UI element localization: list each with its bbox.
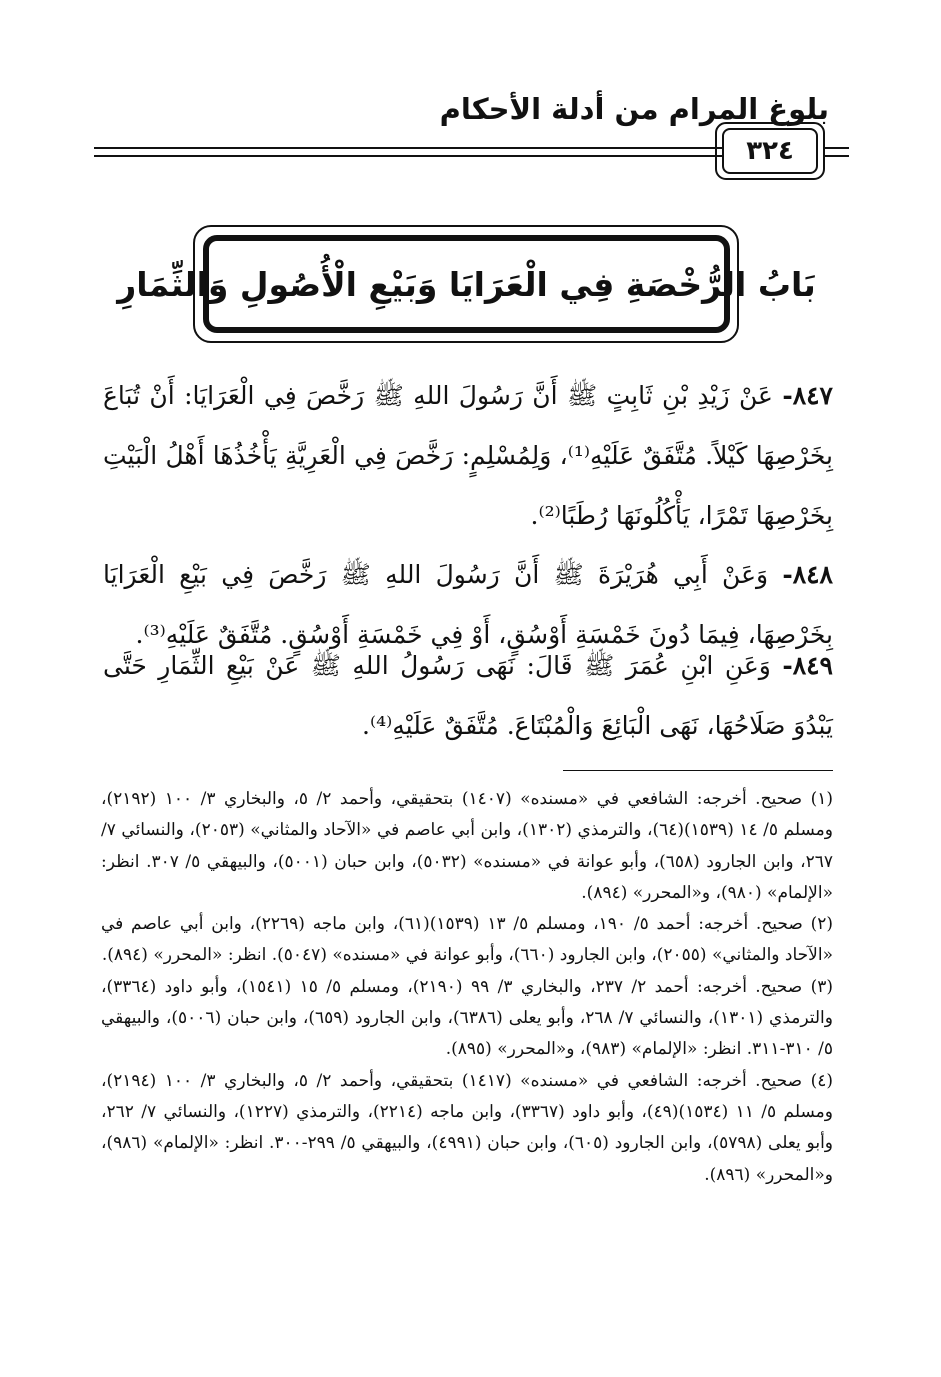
footnote-3: (٣) صحيح. أخرجه: أحمد ٢/ ٢٣٧، والبخاري ٣/ ٩٩ (٢١٩٠)، ومسلم ٥/ ١٥ (١٥٤١)، وأبو داود (٣٣٦٤)، والترمذي (١٣٠١)، والنسائي ٧/ ٢٦٨، وأبو يعلى (٦٣٨٦)، وابن الجارود (٦٥٩)، وابن حبان (٥٠٠٦)، والبيهقي ٥/ ٣١٠-٣١١. انظر: «الإلمام» (٩٨٣)، و«المحرر» (٨٩٥).	[101, 976, 834, 1060]
hadith-849	[103, 636, 833, 756]
footnote-separator	[563, 770, 833, 771]
header-rule-right-upper	[824, 147, 849, 149]
footnote-4: (٤) صحيح. أخرجه: الشافعي في «مسنده» (١٤١٧) بتحقيقي، وأحمد ٢/ ٥، والبخاري ٣/ ١٠٠ (٢١٩٤)، ومسلم ٥/ ١١ (١٥٣٤)(٤٩)، وأبو داود (٣٣٦٧)، وابن ماجه (٢٢١٤)، والترمذي (١٢٢٧)، والنسائي ٧/ ٢٦٢، وأبو يعلى (٥٧٩٨)، وابن الجارود (٦٠٥)، وابن حبان (٤٩٩١)، والبيهقي ٥/ ٢٩٩-٣٠٠. انظر: «الإلمام» (٩٨٦)، و«المحرر» (٨٩٦).	[101, 1070, 834, 1185]
footnote-1: (١) صحيح. أخرجه: الشافعي في «مسنده» (١٤٠٧) بتحقيقي، وأحمد ٢/ ٥، والبخاري ٣/ ١٠٠ (٢١٩٢)، ومسلم ٥/ ١٤ (١٥٣٩)(٦٤)، والترمذي (١٣٠٢)، وابن أبي عاصم في «الآحاد والمثاني» (٢٠٥٣)، والنسائي ٧/ ٢٦٧، وابن الجارود (٦٥٨)، وأبو عوانة في «مسنده» (٥٠٣٢)، وابن حبان (٥٠٠١)، والبيهقي ٥/ ٣٠٧. انظر: «الإلمام» (٩٨٠)، و«المحرر» (٨٩٤).	[101, 789, 834, 903]
hadith-847	[103, 366, 833, 546]
header-rule-left-lower	[94, 155, 722, 157]
hadith-text: وَعَنْ أَبِي هُرَيْرَةَ ﷺ أَنَّ رَسُولَ اللهِ ﷺ رَخَّصَ فِي بَيْعِ الْعَرَايَا بِخَرْصِهَا، فِيمَا دُونَ خَمْسَةِ أَوْسُقٍ، أَوْ فِي خَمْسَةِ أَوْسُقٍ. مُتَّفَقٌ عَلَيْهِ⁽³⁾.	[103, 560, 833, 649]
footnotes	[101, 784, 833, 1191]
page-number: ٣٢٤	[722, 128, 818, 174]
hadith-text: عَنْ زَيْدِ بْنِ ثَابِتٍ ﷺ أَنَّ رَسُولَ اللهِ ﷺ رَخَّصَ فِي الْعَرَايَا: أَنْ تُبَاعَ بِخَرْصِهَا كَيْلاً. مُتَّفَقٌ عَلَيْهِ⁽¹⁾، وَلِمُسْلِمٍ: رَخَّصَ فِي الْعَرِيَّةِ يَأْخُذُهَا أَهْلُ الْبَيْتِ بِخَرْصِهَا تَمْرًا، يَأْكُلُونَهَا رُطَبًا⁽²⁾.	[103, 381, 833, 530]
hadith-number: ٨٤٨-	[782, 560, 833, 589]
chapter-title-frame	[117, 235, 816, 333]
footnote-2: (٢) صحيح. أخرجه: أحمد ٥/ ١٩٠، ومسلم ٥/ ١٣ (١٥٣٩)(٦١)، وابن ماجه (٢٢٦٩)، وابن أبي عاصم في «الآحاد والمثاني» (٢٠٥٥)، وابن الجارود (٦٦٠)، وأبو عوانة في «مسنده» (٥٠٤٧). انظر: «المحرر» (٨٩٤).	[101, 914, 834, 966]
chapter-title: بَابُ الرُّخْصَةِ فِي الْعَرَايَا وَبَيْعِ الْأُصُولِ وَالثِّمَارِ	[117, 264, 816, 304]
hadith-number: ٨٤٩-	[782, 651, 833, 680]
hadith-text: وَعَنِ ابْنِ عُمَرَ ﷺ قَالَ: نَهَى رَسُولُ اللهِ ﷺ عَنْ بَيْعِ الثِّمَارِ حَتَّى يَبْدُوَ صَلَاحُهَا، نَهَى الْبَائِعَ وَالْمُبْتَاعَ. مُتَّفَقٌ عَلَيْهِ⁽⁴⁾.	[103, 651, 833, 740]
header-rule-left-upper	[94, 147, 722, 149]
header-rule-right-lower	[824, 155, 849, 157]
running-header-title: بلوغ المرام من أدلة الأحكام	[439, 92, 829, 126]
hadith-number: ٨٤٧-	[782, 381, 833, 410]
